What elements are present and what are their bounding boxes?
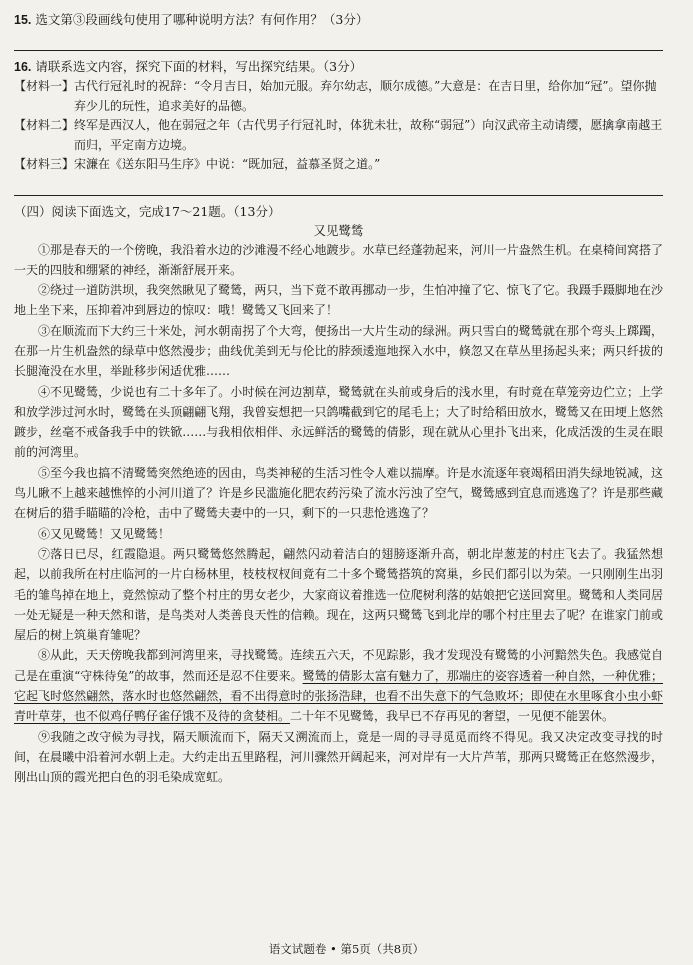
paragraph-2: ②绕过一道防洪坝，我突然瞅见了鹭鸶，两只，当下竟不敢再挪动一步，生怕冲撞了它、惊飞了它。我蹑手蹑脚地在沙地上坐下来，压抑着冲到唇边的惊叹：哦！鹭鸶又飞回来了！ xyxy=(14,283,663,318)
material-1-text: 古代行冠礼时的祝辞：“令月吉日，始加元服。弃尔幼志，顺尔成德。”大意是：在吉日里，给你加“冠”。望你抛弃少儿的玩性，追求美好的品德。 xyxy=(74,79,657,113)
section-heading: （四）阅读下面选文，完成17～21题。（13分） xyxy=(14,203,281,219)
question-16 xyxy=(14,57,663,77)
material-3 xyxy=(14,155,663,175)
question-16-text: 请联系选文内容，探究下面的材料，写出探究结果。（3分） xyxy=(35,59,363,74)
paragraph-8 xyxy=(14,645,663,726)
material-1-tag: 【材料一】 xyxy=(14,79,75,93)
question-15-text: 选文第③段画线句使用了哪种说明方法？有何作用？（3分） xyxy=(35,12,369,27)
material-2-tag: 【材料二】 xyxy=(14,118,75,132)
paragraph-5: ⑤至今我也搞不清鹭鸶突然绝迹的因由，鸟类神秘的生活习性令人难以揣摩。许是水流逐年衰竭稻田消失绿地锐减，这鸟儿瞅不上越来越憔悴的小河川道了？许是乡民滥施化肥农药污染了流水污浊了空气，鹭鸶感到宜息而逃逸了？许是那些藏在树后的猎手瞄瞄的冷枪，击中了鹭鸶夫妻中的一只，剩下的一只悲怆逃逸了？ xyxy=(14,465,663,521)
paragraph-8-tail: 二十年不见鹭鸶，我早已不存再见的奢望，一见便不能罢休。 xyxy=(290,709,615,724)
answer-line-15[interactable] xyxy=(14,34,663,51)
question-15 xyxy=(14,10,663,30)
underlined-sentence: 鹭鸶的倩影太富有魅力了，那端庄的姿容透着一种自然，一种优雅；它起飞时悠然翩然，落水时也悠然翩然，看不出得意时的张扬浩肆，也看不出失意下的气急败坏；即使在水里啄食小虫小虾青叶草芽，也不似鸡仔鸭仔雀仔饿不及待的贪婪相。 xyxy=(14,668,663,724)
material-3-text: 宋濂在《送东阳马生序》中说：“既加冠，益慕圣贤之道。” xyxy=(74,157,381,171)
material-1 xyxy=(14,77,663,116)
paragraph-9: ⑨我随之改守候为寻找，隔天顺流而下，隔天又溯流而上，竟是一周的寻寻觅觅而终不得见。我又决定改变寻找的时间，在晨曦中沿着河水朝上走。大约走出五里路程，河川骤然开阔起来，河对岸有一大片芦苇，那两只鹭鸶正在悠然漫步，刚出山顶的霞光把白色的羽毛染成宽虹。 xyxy=(14,729,663,785)
article-title: 又见鹭鸶 xyxy=(313,222,364,238)
answer-line-16[interactable] xyxy=(14,179,663,196)
material-2-text: 终军是西汉人，他在弱冠之年（古代男子行冠礼时，体犹未壮，故称“弱冠”）向汉武帝主动请缨，愿擒拿南越王而归，平定南方边境。 xyxy=(74,118,663,152)
paragraph-3: ③在顺流而下大约三十米处，河水朝南拐了个大弯，便扬出一大片生动的绿洲。两只雪白的鹭鸶就在那个弯头上踯躅，在那一片生机盎然的绿草中悠然漫步；曲线优美到无与伦比的脖颈逶迤地探入水中，倏忽又在草丛里扬起头来；两只纤拔的长腿淹没在水里，举趾移步闲适优雅…… xyxy=(14,323,663,379)
paragraph-1: ①那是春天的一个傍晚，我沿着水边的沙滩漫不经心地踱步。水草已经蓬勃起来，河川一片盎然生机。在桌椅间窝搭了一天的四肢和绷紧的神经，渐渐舒展开来。 xyxy=(14,242,663,277)
question-16-number: 16. xyxy=(14,60,32,74)
paragraph-8-lead: ⑧从此，天天傍晚我都到河湾里来，寻找鹭鸶。连续五六天，不见踪影，我才发现没有鹭鸶的小河黯然失色。我感觉自己是在重演“守株待兔”的故事，然而还是忍不住要来。 xyxy=(14,648,663,683)
question-15-number: 15. xyxy=(14,13,32,27)
material-3-tag: 【材料三】 xyxy=(14,157,75,171)
paragraph-4: ④不见鹭鸶，少说也有二十多年了。小时候在河边割草，鹭鸶就在头前或身后的浅水里，有时竟在草笼旁边伫立；上学和放学涉过河水时，鹭鸶在头顶翩翩飞翔，我曾妄想把一只鸽嘴截到它的尾毛上；大了时给稻田放水，鹭鸶又在田埂上悠然踱步，丝毫不戒备我手中的铁锨……与我相依相伴、永远鲜活的鹭鸶的倩影，现在就从心里扑飞出来，化成活泼的生灵在眼前的河湾里。 xyxy=(14,384,663,460)
paragraph-7: ⑦落日已尽，红霞隐退。两只鹭鸶悠然腾起，翩然闪动着洁白的翅膀逐渐升高，朝北岸葱茏的村庄飞去了。我猛然想起，以前我所在村庄临河的一片白杨林里，枝枝杈杈间竟有二十多个鹭鸶搭筑的窝巢，乡民们都引以为荣。一只刚刚生出羽毛的雏鸟掉在地上，竟然惊动了整个村庄的男女老少，大家商议着推选一位爬树利落的姑娘把它送回窝里。鹭鸶和人类同居一处无疑是一种天然和谐，是鸟类对人类善良天性的信赖。现在，这两只鹭鸶飞到北岸的哪个村庄里去了呢？在谁家门前或屋后的树上筑巢育雏呢？ xyxy=(14,546,663,643)
page-footer: 语文试题卷 • 第5页（共8页） xyxy=(268,942,425,956)
material-2 xyxy=(14,116,663,155)
paragraph-6: ⑥又见鹭鸶！又见鹭鸶！ xyxy=(38,526,171,541)
